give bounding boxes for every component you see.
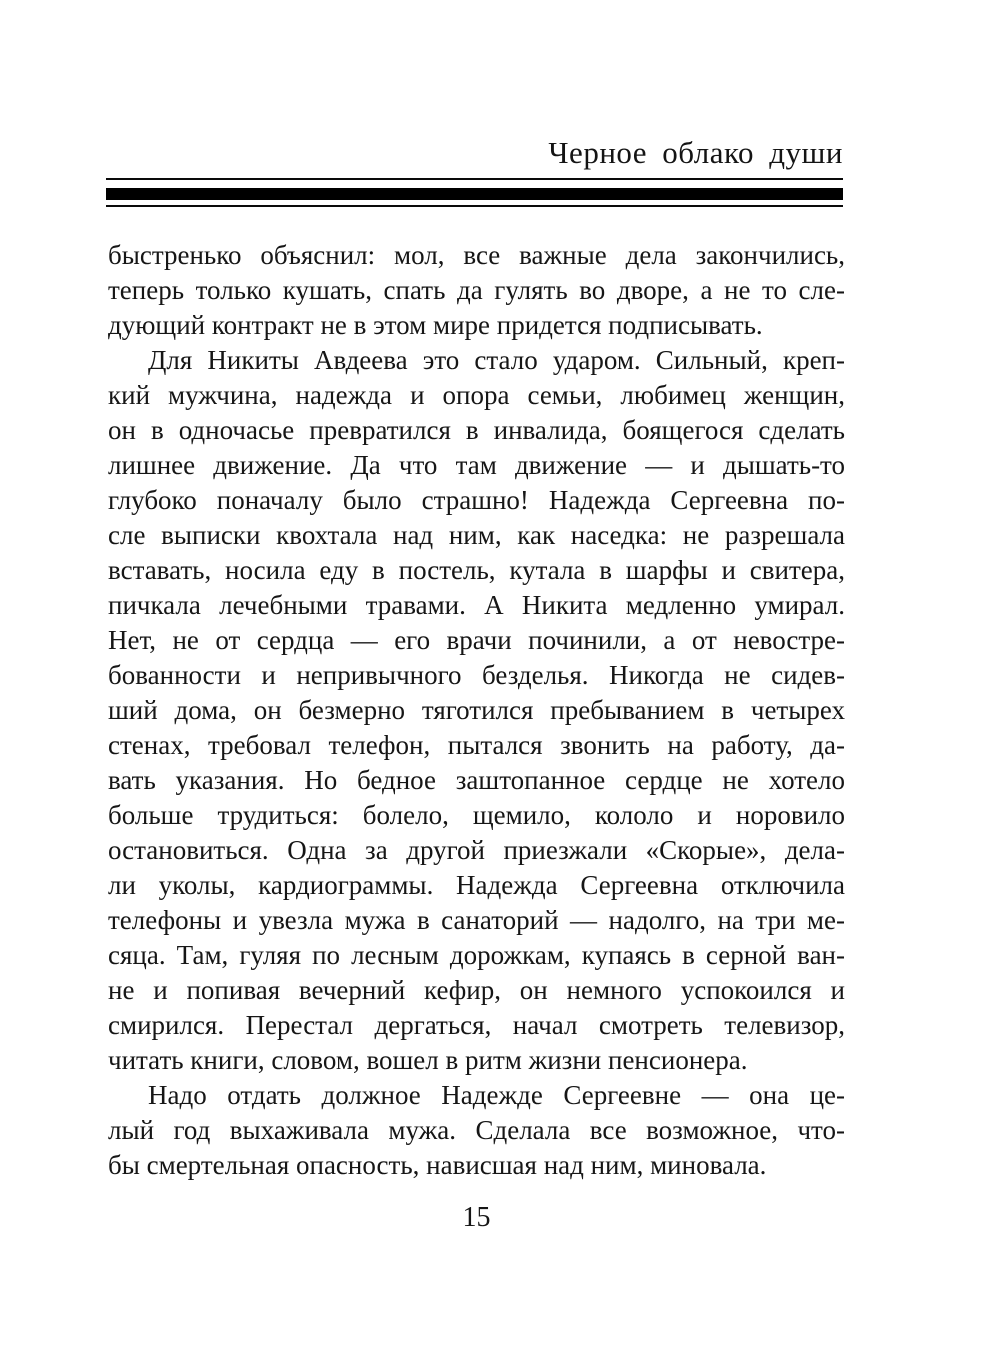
text-line: Надо отдать должное Надежде Сергеевне — она це- (148, 1080, 845, 1110)
text-line: лый год выхаживала мужа. Сделала все возможное, что- (108, 1115, 845, 1145)
text-line: смирился. Перестал дергаться, начал смотреть телевизор, (108, 1010, 845, 1040)
divider-thin-top (106, 178, 843, 180)
divider-thin-bottom (106, 205, 843, 207)
text-line: быстренько объяснил: мол, все важные дела закончились, (108, 240, 845, 270)
divider-thick-bar (106, 188, 843, 200)
page-number: 15 (462, 1202, 491, 1233)
text-line: читать книги, словом, вошел в ритм жизни пенсионера. (108, 1045, 748, 1075)
text-line: ший дома, он безмерно тяготился пребыванием в четырех (108, 695, 845, 725)
text-line: вать указания. Но бедное заштопанное сердце не хотело (108, 765, 845, 795)
text-line: бованности и непривычного безделья. Никогда не сидев- (108, 660, 845, 690)
text-line: пичкала лечебными травами. А Никита медленно умирал. (108, 590, 845, 620)
text-line: телефоны и увезла мужа в санаторий — надолго, на три ме- (108, 905, 845, 935)
body-text (108, 238, 845, 1183)
text-line: Нет, не от сердца — его врачи починили, а от невостре- (108, 625, 845, 655)
text-line: кий мужчина, надежда и опора семьи, любимец женщин, (108, 380, 845, 410)
paragraph (108, 1078, 845, 1183)
text-line: вставать, носила еду в постель, кутала в шарфы и свитера, (108, 555, 845, 585)
text-line: не и попивая вечерний кефир, он немного успокоился и (108, 975, 845, 1005)
text-line: глубоко поначалу было страшно! Надежда Сергеевна по- (108, 485, 845, 515)
header-divider (106, 178, 843, 207)
text-line: ли уколы, кардиограммы. Надежда Сергеевна отключила (108, 870, 845, 900)
paragraph (108, 343, 845, 1078)
running-title: Черное облако души (548, 135, 843, 170)
paragraph (108, 238, 845, 343)
text-line: теперь только кушать, спать да гулять во дворе, а не то сле- (108, 275, 845, 305)
text-line: Для Никиты Авдеева это стало ударом. Сильный, креп- (148, 345, 845, 375)
text-line: стенах, требовал телефон, пытался звонить на работу, да- (108, 730, 845, 760)
text-line: дующий контракт не в этом мире придется подписывать. (108, 310, 763, 340)
text-line: бы смертельная опасность, нависшая над ним, миновала. (108, 1150, 767, 1180)
text-line: он в одночасье превратился в инвалида, боящегося сделать (108, 415, 845, 445)
text-line: сяца. Там, гуляя по лесным дорожкам, купаясь в серной ван- (108, 940, 845, 970)
text-line: больше трудиться: болело, щемило, кололо и норовило (108, 800, 845, 830)
text-line: остановиться. Одна за другой приезжали «Скорые», дела- (108, 835, 845, 865)
text-line: лишнее движение. Да что там движение — и дышать-то (108, 450, 845, 480)
text-line: сле выписки квохтала над ним, как наседка: не разрешала (108, 520, 845, 550)
